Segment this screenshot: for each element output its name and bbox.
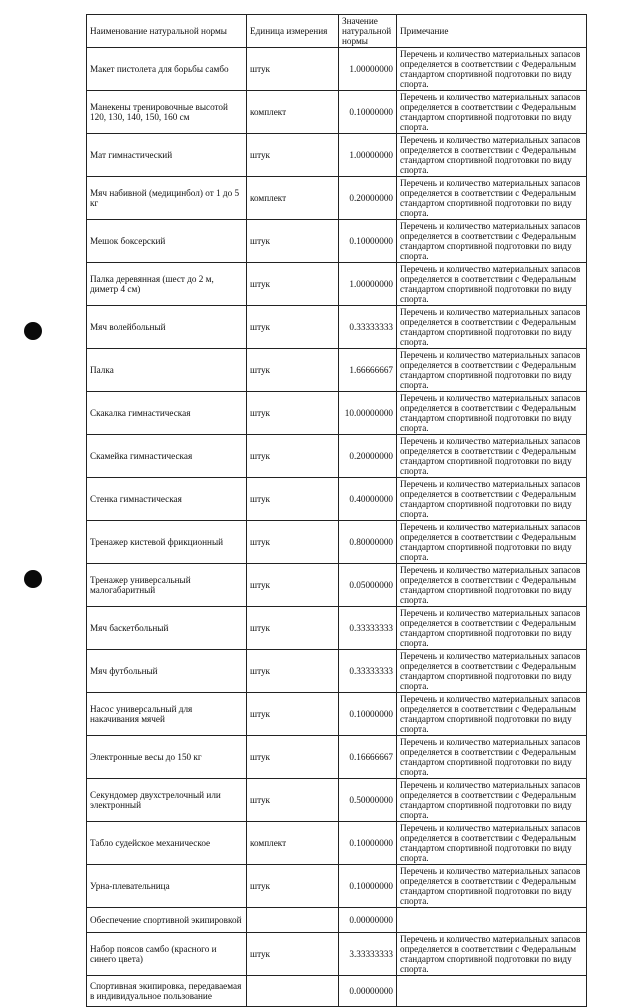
header-value: Значение натуральной нормы — [339, 15, 397, 48]
cell-value: 0.16666667 — [339, 736, 397, 779]
cell-note — [397, 976, 587, 1007]
cell-name: Стенка гимнастическая — [87, 478, 247, 521]
cell-value: 0.00000000 — [339, 976, 397, 1007]
table-row — [87, 435, 587, 478]
cell-note: Перечень и количество материальных запасов определяется в соответствии с Федеральным стандартом спортивной подготовки по виду спорта. — [397, 177, 587, 220]
cell-name: Спортивная экипировка, передаваемая в индивидуальное пользование — [87, 976, 247, 1007]
cell-unit: комплект — [247, 822, 339, 865]
cell-note: Перечень и количество материальных запасов определяется в соответствии с Федеральным стандартом спортивной подготовки по виду спорта. — [397, 933, 587, 976]
cell-unit: штук — [247, 521, 339, 564]
cell-name: Мешок боксерский — [87, 220, 247, 263]
cell-note: Перечень и количество материальных запасов определяется в соответствии с Федеральным стандартом спортивной подготовки по виду спорта. — [397, 134, 587, 177]
table-row — [87, 48, 587, 91]
cell-name: Насос универсальный для накачивания мячей — [87, 693, 247, 736]
table-row — [87, 693, 587, 736]
table-row — [87, 263, 587, 306]
cell-value: 0.33333333 — [339, 607, 397, 650]
table-row — [87, 564, 587, 607]
punch-hole-top — [24, 322, 42, 340]
cell-unit: штук — [247, 478, 339, 521]
cell-name: Мат гимнастический — [87, 134, 247, 177]
cell-name: Палка — [87, 349, 247, 392]
cell-note: Перечень и количество материальных запасов определяется в соответствии с Федеральным стандартом спортивной подготовки по виду спорта. — [397, 822, 587, 865]
table-row — [87, 976, 587, 1007]
cell-name: Макет пистолета для борьбы самбо — [87, 48, 247, 91]
table-row — [87, 736, 587, 779]
cell-unit — [247, 976, 339, 1007]
cell-unit: штук — [247, 306, 339, 349]
cell-value: 0.10000000 — [339, 693, 397, 736]
cell-unit: штук — [247, 134, 339, 177]
table-row — [87, 177, 587, 220]
cell-note: Перечень и количество материальных запасов определяется в соответствии с Федеральным стандартом спортивной подготовки по виду спорта. — [397, 263, 587, 306]
header-unit: Единица измерения — [247, 15, 339, 48]
table-row — [87, 349, 587, 392]
table-row — [87, 650, 587, 693]
cell-note: Перечень и количество материальных запасов определяется в соответствии с Федеральным стандартом спортивной подготовки по виду спорта. — [397, 306, 587, 349]
table-row — [87, 779, 587, 822]
table-row — [87, 306, 587, 349]
cell-unit: штук — [247, 392, 339, 435]
cell-name: Обеспечение спортивной экипировкой — [87, 908, 247, 933]
cell-note: Перечень и количество материальных запасов определяется в соответствии с Федеральным стандартом спортивной подготовки по виду спорта. — [397, 435, 587, 478]
cell-value: 0.40000000 — [339, 478, 397, 521]
cell-note: Перечень и количество материальных запасов определяется в соответствии с Федеральным стандартом спортивной подготовки по виду спорта. — [397, 693, 587, 736]
cell-value: 0.33333333 — [339, 306, 397, 349]
cell-unit: штук — [247, 263, 339, 306]
cell-note: Перечень и количество материальных запасов определяется в соответствии с Федеральным стандартом спортивной подготовки по виду спорта. — [397, 349, 587, 392]
cell-unit: штук — [247, 220, 339, 263]
cell-value: 1.00000000 — [339, 48, 397, 91]
header-note: Примечание — [397, 15, 587, 48]
table-row — [87, 392, 587, 435]
norms-table — [86, 14, 587, 1007]
cell-unit: штук — [247, 48, 339, 91]
cell-unit: штук — [247, 865, 339, 908]
cell-note: Перечень и количество материальных запасов определяется в соответствии с Федеральным стандартом спортивной подготовки по виду спорта. — [397, 865, 587, 908]
header-name: Наименование натуральной нормы — [87, 15, 247, 48]
cell-unit: штук — [247, 435, 339, 478]
table-row — [87, 908, 587, 933]
cell-note: Перечень и количество материальных запасов определяется в соответствии с Федеральным стандартом спортивной подготовки по виду спорта. — [397, 650, 587, 693]
cell-name: Табло судейское механическое — [87, 822, 247, 865]
cell-note: Перечень и количество материальных запасов определяется в соответствии с Федеральным стандартом спортивной подготовки по виду спорта. — [397, 607, 587, 650]
cell-value: 0.20000000 — [339, 435, 397, 478]
cell-unit: штук — [247, 933, 339, 976]
cell-note: Перечень и количество материальных запасов определяется в соответствии с Федеральным стандартом спортивной подготовки по виду спорта. — [397, 564, 587, 607]
cell-value: 0.05000000 — [339, 564, 397, 607]
cell-value: 0.80000000 — [339, 521, 397, 564]
cell-unit: комплект — [247, 91, 339, 134]
cell-name: Скакалка гимнастическая — [87, 392, 247, 435]
cell-name: Тренажер кистевой фрикционный — [87, 521, 247, 564]
cell-note: Перечень и количество материальных запасов определяется в соответствии с Федеральным стандартом спортивной подготовки по виду спорта. — [397, 521, 587, 564]
cell-value: 3.33333333 — [339, 933, 397, 976]
cell-unit: штук — [247, 779, 339, 822]
cell-name: Скамейка гимнастическая — [87, 435, 247, 478]
cell-name: Мяч футбольный — [87, 650, 247, 693]
table-row — [87, 220, 587, 263]
cell-note: Перечень и количество материальных запасов определяется в соответствии с Федеральным стандартом спортивной подготовки по виду спорта. — [397, 91, 587, 134]
cell-unit: штук — [247, 349, 339, 392]
cell-unit: штук — [247, 693, 339, 736]
cell-value: 1.66666667 — [339, 349, 397, 392]
cell-note — [397, 908, 587, 933]
table-header-row — [87, 15, 587, 48]
cell-unit: штук — [247, 736, 339, 779]
cell-value: 0.10000000 — [339, 91, 397, 134]
table-row — [87, 822, 587, 865]
cell-name: Набор поясов самбо (красного и синего цвета) — [87, 933, 247, 976]
cell-value: 0.20000000 — [339, 177, 397, 220]
cell-note: Перечень и количество материальных запасов определяется в соответствии с Федеральным стандартом спортивной подготовки по виду спорта. — [397, 736, 587, 779]
cell-value: 1.00000000 — [339, 134, 397, 177]
table-row — [87, 521, 587, 564]
cell-value: 0.10000000 — [339, 220, 397, 263]
cell-value: 0.33333333 — [339, 650, 397, 693]
cell-unit — [247, 908, 339, 933]
table-row — [87, 478, 587, 521]
cell-name: Мяч волейбольный — [87, 306, 247, 349]
cell-value: 10.00000000 — [339, 392, 397, 435]
cell-name: Манекены тренировочные высотой 120, 130, 140, 150, 160 см — [87, 91, 247, 134]
table-row — [87, 134, 587, 177]
cell-note: Перечень и количество материальных запасов определяется в соответствии с Федеральным стандартом спортивной подготовки по виду спорта. — [397, 48, 587, 91]
cell-unit: штук — [247, 607, 339, 650]
cell-unit: штук — [247, 564, 339, 607]
cell-value: 0.00000000 — [339, 908, 397, 933]
table-row — [87, 933, 587, 976]
table-row — [87, 91, 587, 134]
cell-note: Перечень и количество материальных запасов определяется в соответствии с Федеральным стандартом спортивной подготовки по виду спорта. — [397, 220, 587, 263]
cell-note: Перечень и количество материальных запасов определяется в соответствии с Федеральным стандартом спортивной подготовки по виду спорта. — [397, 779, 587, 822]
cell-value: 0.10000000 — [339, 822, 397, 865]
table-row — [87, 607, 587, 650]
cell-name: Палка деревянная (шест до 2 м, диметр 4 см) — [87, 263, 247, 306]
cell-value: 1.00000000 — [339, 263, 397, 306]
cell-name: Мяч набивной (медицинбол) от 1 до 5 кг — [87, 177, 247, 220]
table-body — [87, 48, 587, 1007]
cell-note: Перечень и количество материальных запасов определяется в соответствии с Федеральным стандартом спортивной подготовки по виду спорта. — [397, 478, 587, 521]
cell-name: Секундомер двухстрелочный или электронный — [87, 779, 247, 822]
cell-name: Электронные весы до 150 кг — [87, 736, 247, 779]
punch-hole-bottom — [24, 570, 42, 588]
cell-name: Тренажер универсальный малогабаритный — [87, 564, 247, 607]
cell-unit: штук — [247, 650, 339, 693]
cell-name: Урна-плевательница — [87, 865, 247, 908]
table-row — [87, 865, 587, 908]
cell-name: Мяч баскетбольный — [87, 607, 247, 650]
cell-value: 0.50000000 — [339, 779, 397, 822]
cell-note: Перечень и количество материальных запасов определяется в соответствии с Федеральным стандартом спортивной подготовки по виду спорта. — [397, 392, 587, 435]
cell-value: 0.10000000 — [339, 865, 397, 908]
cell-unit: комплект — [247, 177, 339, 220]
